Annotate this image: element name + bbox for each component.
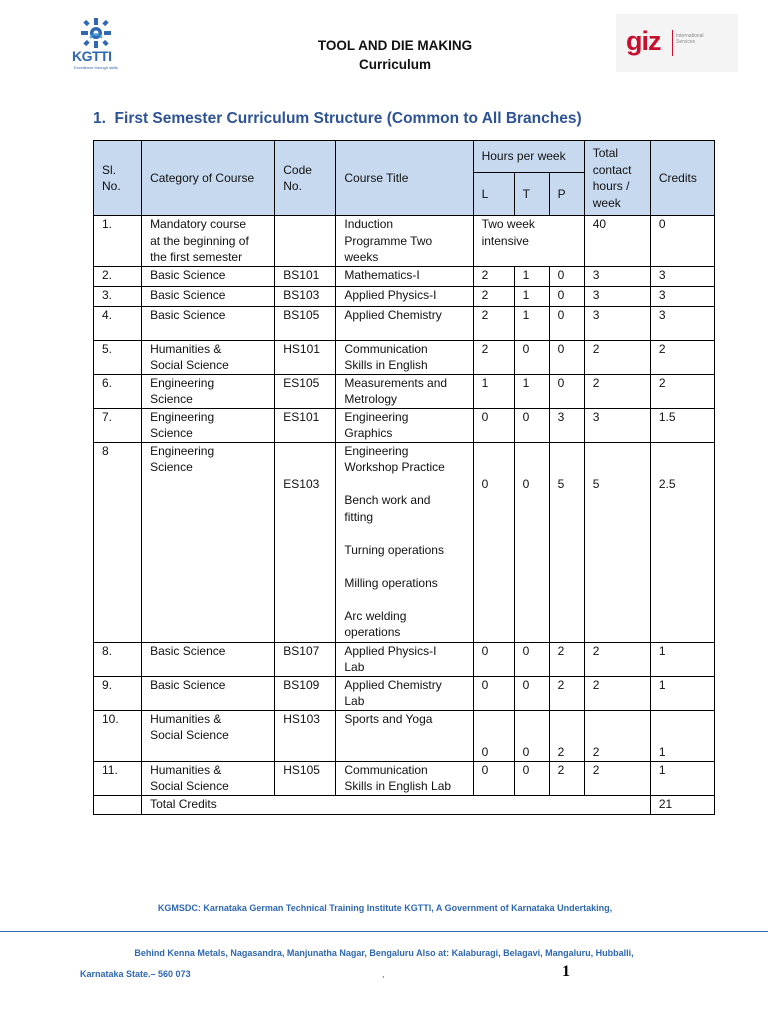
cell-total: 3 <box>584 306 650 340</box>
cell-l: 0 <box>473 442 514 642</box>
cell-total: 5 <box>584 442 650 642</box>
table-row <box>94 676 715 710</box>
cell-category: Mandatory course at the beginning of the first semester <box>142 216 275 267</box>
cell-t: 1 <box>514 286 549 306</box>
table-row <box>94 442 715 642</box>
cell-code: BS107 <box>275 642 336 676</box>
cell-p: 2 <box>549 642 584 676</box>
cell-sl: 9. <box>94 676 142 710</box>
giz-logo-services: International Services <box>676 33 704 45</box>
cell-code: BS103 <box>275 286 336 306</box>
page-number: 1 <box>562 963 570 980</box>
header-l: L <box>473 173 514 216</box>
cell-p: 2 <box>549 710 584 761</box>
cell-total: 2 <box>584 761 650 795</box>
cell-total: 2 <box>584 642 650 676</box>
cell-category: Humanities & Social Science <box>142 761 275 795</box>
cell-total: 3 <box>584 408 650 442</box>
cell-credits: 2 <box>650 340 714 374</box>
cell-t: 1 <box>514 374 549 408</box>
cell-l: 0 <box>473 761 514 795</box>
total-credits-value: 21 <box>650 795 714 814</box>
cell-p: 2 <box>549 761 584 795</box>
kgtti-logo-tagline: Excellence through skills <box>74 65 118 70</box>
cell-sl: 6. <box>94 374 142 408</box>
total-credits-row <box>94 795 715 814</box>
cell-title: Engineering Graphics <box>336 408 473 442</box>
giz-logo <box>616 14 738 72</box>
cell-l: 0 <box>473 408 514 442</box>
curriculum-table <box>93 140 715 815</box>
cell-t: 0 <box>514 340 549 374</box>
cell-title: Communication Skills in English <box>336 340 473 374</box>
cell-credits: 3 <box>650 306 714 340</box>
kgtti-logo <box>68 16 124 72</box>
cell-t: 0 <box>514 710 549 761</box>
cell-credits: 1 <box>650 761 714 795</box>
cell-p: 0 <box>549 340 584 374</box>
cell-category: Engineering Science <box>142 374 275 408</box>
cell-total: 2 <box>584 710 650 761</box>
cell-sl: 1. <box>94 216 142 267</box>
cell-l: 2 <box>473 286 514 306</box>
footer-address: Behind Kenna Metals, Nagasandra, Manjunatha Nagar, Bengaluru Also at: Kalaburagi, Belagavi, Mangaluru, Hubballi, <box>134 948 634 958</box>
cell-t: 1 <box>514 306 549 340</box>
cell-credits: 1 <box>650 676 714 710</box>
header-course-title: Course Title <box>336 141 473 216</box>
cell-l: 2 <box>473 340 514 374</box>
cell-code: BS101 <box>275 266 336 286</box>
cell-hours-merged: Two week intensive <box>473 216 584 267</box>
cell-category: Humanities & Social Science <box>142 340 275 374</box>
cell-sl <box>94 795 142 814</box>
header-p: P <box>549 173 584 216</box>
header-t: T <box>514 173 549 216</box>
cell-credits: 0 <box>650 216 714 267</box>
cell-total: 2 <box>584 340 650 374</box>
kgtti-logo-text: KGTTI <box>72 48 112 64</box>
header-category: Category of Course <box>142 141 275 216</box>
cell-code: HS105 <box>275 761 336 795</box>
table-row <box>94 306 715 340</box>
header-sl-no: Sl. No. <box>94 141 142 216</box>
footer-state: Karnataka State.– 560 073 <box>80 969 191 979</box>
cell-category: Humanities & Social Science <box>142 710 275 761</box>
cell-t: 0 <box>514 408 549 442</box>
cell-p: 0 <box>549 266 584 286</box>
cell-p: 0 <box>549 286 584 306</box>
cell-title: Communication Skills in English Lab <box>336 761 473 795</box>
cell-title: Applied Physics-I <box>336 286 473 306</box>
table-header-row <box>94 141 715 173</box>
cell-code: HS103 <box>275 710 336 761</box>
cell-l: 2 <box>473 266 514 286</box>
cell-t: 0 <box>514 761 549 795</box>
cell-l: 0 <box>473 710 514 761</box>
cell-category: Basic Science <box>142 286 275 306</box>
cell-title: Mathematics-I <box>336 266 473 286</box>
cell-title: Applied Chemistry <box>336 306 473 340</box>
cell-code: ES101 <box>275 408 336 442</box>
cell-total: 3 <box>584 266 650 286</box>
header-hours-per-week: Hours per week <box>473 141 584 173</box>
cell-category: Engineering Science <box>142 408 275 442</box>
cell-total: 40 <box>584 216 650 267</box>
cell-sl: 8. <box>94 642 142 676</box>
cell-title: Sports and Yoga <box>336 710 473 761</box>
cell-l: 0 <box>473 676 514 710</box>
table-row <box>94 340 715 374</box>
cell-total: 2 <box>584 676 650 710</box>
cell-category: Basic Science <box>142 266 275 286</box>
total-credits-label: Total Credits <box>142 795 651 814</box>
table-row <box>94 408 715 442</box>
header-total-contact: Total contact hours / week <box>584 141 650 216</box>
cell-sl: 7. <box>94 408 142 442</box>
cell-sl: 3. <box>94 286 142 306</box>
cell-sl: 5. <box>94 340 142 374</box>
section-heading: 1. First Semester Curriculum Structure (Common to All Branches) <box>93 110 582 127</box>
cell-p: 3 <box>549 408 584 442</box>
cell-t: 0 <box>514 676 549 710</box>
cell-p: 0 <box>549 306 584 340</box>
giz-logo-text: giz <box>626 26 661 56</box>
cell-title: Measurements and Metrology <box>336 374 473 408</box>
cell-t: 1 <box>514 266 549 286</box>
cell-total: 3 <box>584 286 650 306</box>
document-subtitle: Curriculum <box>358 57 431 72</box>
document-title: TOOL AND DIE MAKING <box>317 38 473 53</box>
cell-sl: 10. <box>94 710 142 761</box>
cell-code <box>275 216 336 267</box>
cell-p: 2 <box>549 676 584 710</box>
footer-comma: , <box>382 969 385 979</box>
cell-credits: 2.5 <box>650 442 714 642</box>
footer-divider <box>0 931 768 932</box>
cell-credits: 2 <box>650 374 714 408</box>
table-row <box>94 216 715 267</box>
table-row <box>94 286 715 306</box>
cell-credits: 1 <box>650 642 714 676</box>
cell-total: 2 <box>584 374 650 408</box>
cell-sl: 2. <box>94 266 142 286</box>
cell-p: 5 <box>549 442 584 642</box>
cell-code: BS109 <box>275 676 336 710</box>
cell-title: Applied Physics-I Lab <box>336 642 473 676</box>
cell-credits: 1.5 <box>650 408 714 442</box>
cell-category: Engineering Science <box>142 442 275 642</box>
header-credits: Credits <box>650 141 714 216</box>
cell-t: 0 <box>514 642 549 676</box>
document-title-block <box>250 37 540 73</box>
table-row <box>94 761 715 795</box>
cell-title: Applied Chemistry Lab <box>336 676 473 710</box>
cell-l: 2 <box>473 306 514 340</box>
giz-logo-divider <box>672 30 673 56</box>
table-row <box>94 642 715 676</box>
cell-category: Basic Science <box>142 676 275 710</box>
cell-title: Engineering Workshop Practice Bench work and fitting Turning operations Milling operations Arc welding operations <box>336 442 473 642</box>
table-row <box>94 266 715 286</box>
cell-credits: 1 <box>650 710 714 761</box>
cell-sl: 8 <box>94 442 142 642</box>
cell-credits: 3 <box>650 266 714 286</box>
cell-title: Induction Programme Two weeks <box>336 216 473 267</box>
cell-code: HS101 <box>275 340 336 374</box>
cell-category: Basic Science <box>142 306 275 340</box>
cell-sl: 11. <box>94 761 142 795</box>
header-code: Code No. <box>275 141 336 216</box>
cell-l: 1 <box>473 374 514 408</box>
kgtti-emblem-icon <box>68 16 124 50</box>
footer-organisation: KGMSDC: Karnataka German Technical Training Institute KGTTI, A Government of Karnataka Undertaking, <box>157 903 613 913</box>
cell-p: 0 <box>549 374 584 408</box>
cell-code: ES105 <box>275 374 336 408</box>
cell-l: 0 <box>473 642 514 676</box>
cell-sl: 4. <box>94 306 142 340</box>
cell-code: BS105 <box>275 306 336 340</box>
table-row <box>94 710 715 761</box>
cell-credits: 3 <box>650 286 714 306</box>
cell-category: Basic Science <box>142 642 275 676</box>
cell-code: ES103 <box>275 442 336 642</box>
table-row <box>94 374 715 408</box>
cell-t: 0 <box>514 442 549 642</box>
